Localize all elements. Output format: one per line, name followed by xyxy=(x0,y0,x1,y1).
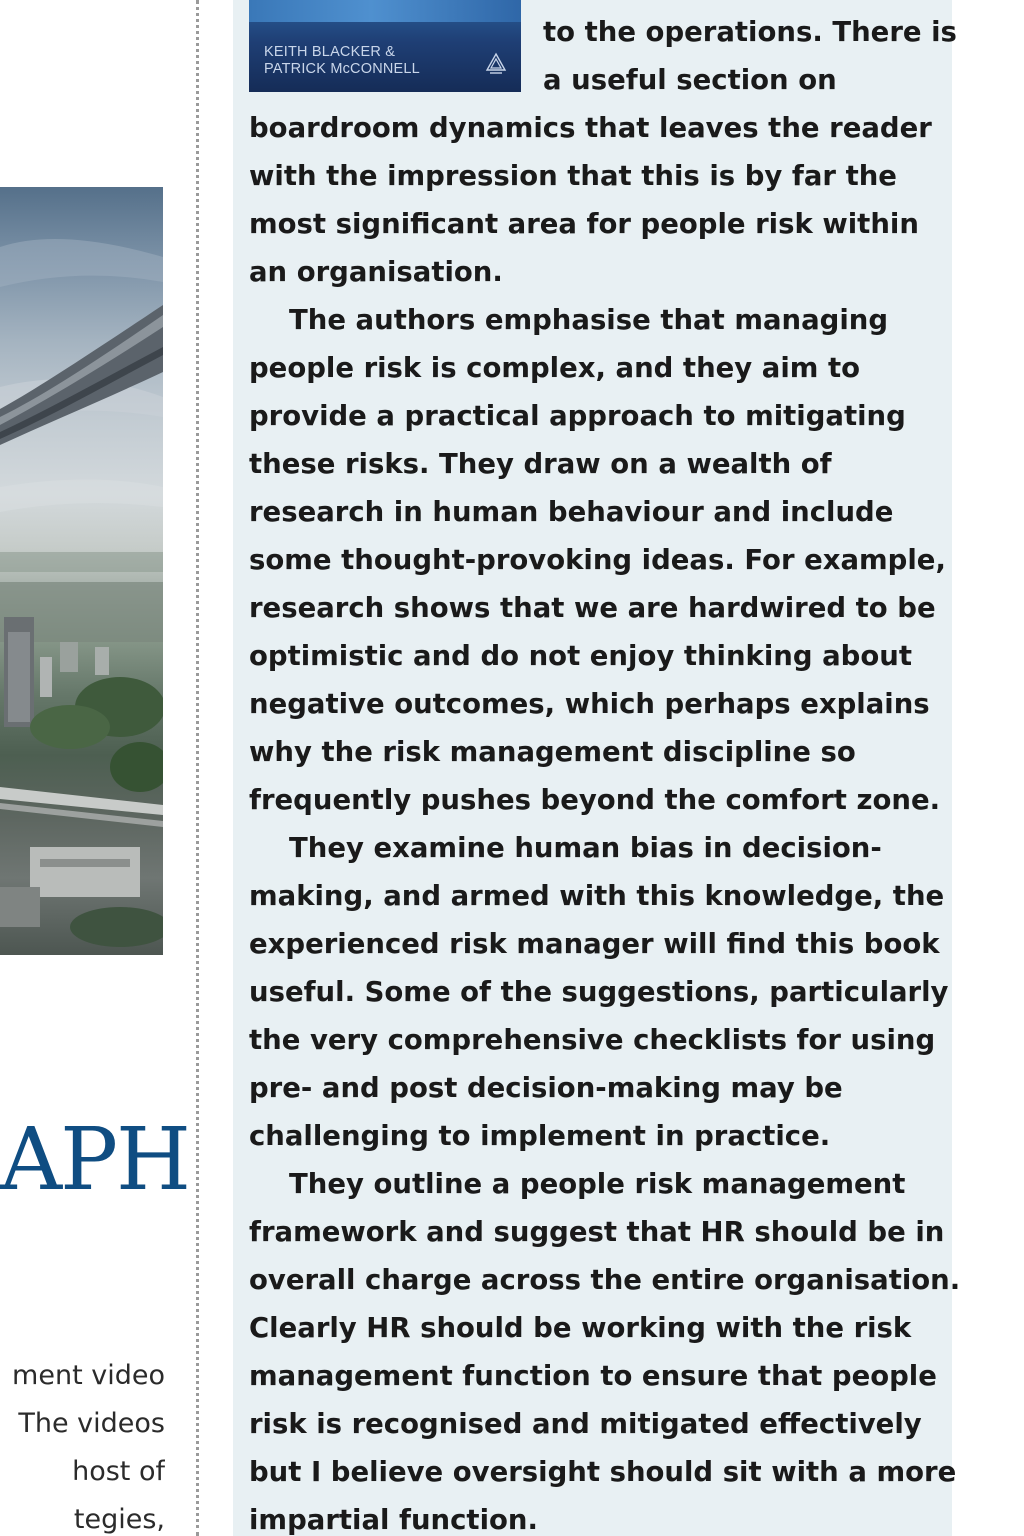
review-line: making, and armed with this knowledge, the xyxy=(249,880,945,912)
left-text-line: The videos xyxy=(18,1408,165,1439)
review-line: these risks. They draw on a wealth of xyxy=(249,448,832,480)
headline-fragment: APH xyxy=(0,1110,189,1210)
review-line: impartial function. xyxy=(249,1504,538,1536)
review-line: but I believe oversight should sit with a more xyxy=(249,1456,957,1488)
review-line: The authors emphasise that managing xyxy=(289,304,889,336)
left-column-text xyxy=(0,1352,165,1536)
review-line: They examine human bias in decision- xyxy=(289,832,882,864)
book-review-text xyxy=(249,8,961,1536)
review-line: to the operations. There is xyxy=(543,16,957,48)
review-line: some thought-provoking ideas. For example, xyxy=(249,544,946,576)
city-aerial-photo xyxy=(0,187,163,955)
review-line: risk is recognised and mitigated effectively xyxy=(249,1408,922,1440)
review-line: the very comprehensive checklists for using xyxy=(249,1024,936,1056)
column-divider xyxy=(196,0,199,1536)
review-line: useful. Some of the suggestions, particularly xyxy=(249,976,949,1008)
review-line: boardroom dynamics that leaves the reader xyxy=(249,112,932,144)
review-line: They outline a people risk management xyxy=(289,1168,906,1200)
review-line: why the risk management discipline so xyxy=(249,736,856,768)
cable-and-city-illustration xyxy=(0,187,163,955)
review-line: optimistic and do not enjoy thinking about xyxy=(249,640,912,672)
review-line: negative outcomes, which perhaps explains xyxy=(249,688,930,720)
review-line: pre- and post decision-making may be xyxy=(249,1072,843,1104)
review-line: overall charge across the entire organisation. xyxy=(249,1264,961,1296)
review-line: management function to ensure that people xyxy=(249,1360,937,1392)
review-line: an organisation. xyxy=(249,256,503,288)
book-cover-authors: KEITH BLACKER & PATRICK McCONNELL xyxy=(264,44,420,77)
review-line: people risk is complex, and they aim to xyxy=(249,352,861,384)
review-line: challenging to implement in practice. xyxy=(249,1120,831,1152)
review-line: research in human behaviour and include xyxy=(249,496,894,528)
review-line: framework and suggest that HR should be in xyxy=(249,1216,945,1248)
review-line: a useful section on xyxy=(543,64,837,96)
review-line: with the impression that this is by far the xyxy=(249,160,897,192)
left-column xyxy=(0,0,190,1536)
review-line: experienced risk manager will find this book xyxy=(249,928,940,960)
left-text-line: ment video xyxy=(12,1360,165,1391)
review-line: frequently pushes beyond the comfort zone. xyxy=(249,784,941,816)
review-line: research shows that we are hardwired to be xyxy=(249,592,936,624)
left-text-line: host of xyxy=(72,1456,165,1487)
review-line: most significant area for people risk within xyxy=(249,208,919,240)
left-text-line: tegies, xyxy=(73,1504,165,1535)
review-line: Clearly HR should be working with the risk xyxy=(249,1312,912,1344)
review-line: provide a practical approach to mitigating xyxy=(249,400,906,432)
